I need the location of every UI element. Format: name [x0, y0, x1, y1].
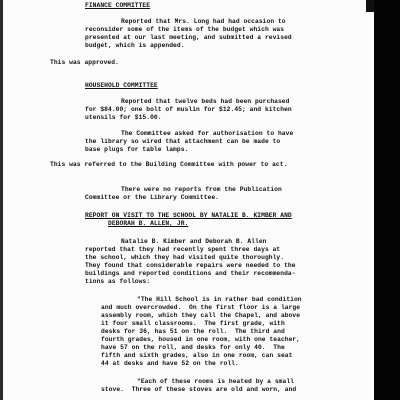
- household-heading: HOUSEHOLD COMMITTEE: [85, 82, 158, 89]
- scan-edge-notch: [366, 0, 374, 12]
- household-line: the library so wired that attachment can be made to: [85, 138, 281, 145]
- scan-edge-right: [374, 0, 400, 400]
- school-report-quote-line: 44 at desks and have 52 on the roll.: [101, 360, 239, 367]
- school-report-intro-line: reported that they had recently spent three days at: [85, 246, 281, 253]
- finance-approval: This was approved.: [50, 59, 119, 66]
- household-line: Reported that twelve beds had been purchased: [121, 98, 290, 105]
- school-report-intro-line: They found that considerable repairs were needed to the: [85, 262, 296, 269]
- finance-line: Reported that Mrs. Long had had occasion to: [121, 18, 286, 25]
- finance-line: reconsider some of the items of the budget which was: [85, 26, 285, 33]
- finance-line: presented at our last meeting, and submitted a revised: [85, 34, 292, 41]
- finance-heading: FINANCE COMMITTEE: [85, 2, 151, 9]
- school-report-quote-line: assembly room, which they call the Chapel, and above: [101, 312, 301, 319]
- household-referral: This was referred to the Building Committee with power to act.: [50, 161, 288, 168]
- school-report-heading-continued: DEBORAH B. ALLEN, JR.: [108, 220, 189, 227]
- household-line: The Committee asked for authorisation to have: [121, 130, 294, 137]
- school-report-quote-line: fourth grades, housed in one room, with one teacher,: [101, 336, 301, 343]
- school-report-quote-line: and much overcrowded. On the first floor is a large: [101, 304, 301, 311]
- finance-line: budget, which is appended.: [85, 42, 185, 49]
- school-report-quote-line: it four small classrooms. The first grade, with: [101, 320, 285, 327]
- household-line: utensils for $15.00.: [85, 114, 162, 121]
- school-report-quote-line: fifth and sixth grades, also in one room, can seat: [101, 352, 293, 359]
- school-report-quote-line: "Each of these rooms is heated by a small: [137, 378, 294, 385]
- school-report-intro-line: tions as follows:: [85, 278, 151, 285]
- school-report-quote-line: have 57 on the roll, and desks for only 40. The: [101, 344, 285, 351]
- scan-edge-left: [0, 0, 3, 400]
- no-reports-line: There were no reports from the Publication: [121, 186, 282, 193]
- school-report-quote-line: "The Hill School is in rather bad condition: [137, 296, 302, 303]
- school-report-intro-line: the school, which they had visited quite thoroughly.: [85, 254, 285, 261]
- school-report-quote-line: desks for 36, has 51 on the roll. The third and: [101, 328, 285, 335]
- no-reports-line: Committee or the Library Committee.: [85, 194, 220, 201]
- school-report-heading: REPORT ON VISIT TO THE SCHOOL BY NATALIE B. KIMBER AND: [85, 212, 292, 219]
- school-report-quote-line: stove. Three of these stoves are old and worn, and: [101, 386, 297, 393]
- household-line: for $84.00; one bolt of muslin for $12.45; and kitchen: [85, 106, 292, 113]
- school-report-intro-line: buildings and reported conditions and their recommenda-: [85, 270, 296, 277]
- school-report-intro-line: Natalie B. Kimber and Deborah B. Allen: [121, 238, 267, 245]
- household-line: base plugs for table lamps.: [85, 146, 189, 153]
